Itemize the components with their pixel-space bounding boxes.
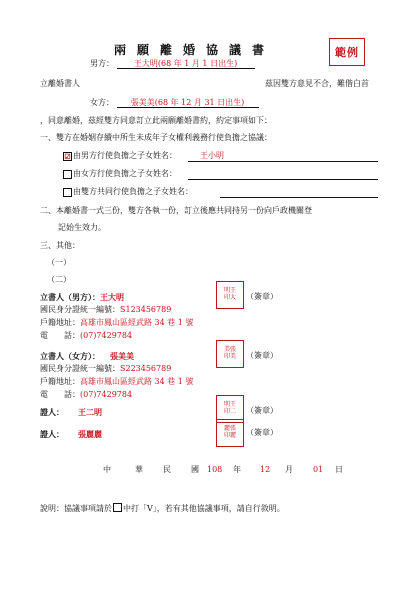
date-month: 12 [260, 465, 271, 474]
male-phone: (07)7429784 [80, 331, 133, 340]
witness-1-row [40, 408, 102, 416]
date-char-4: 國 [191, 465, 199, 474]
male-seal-stamp: 明王 印大 [216, 281, 244, 309]
date-year-unit: 年 [233, 465, 241, 474]
female-phone-row: 電 話：(07)7429784 [40, 390, 133, 399]
male-phone-row: 電 話：(07)7429784 [40, 331, 133, 340]
document-title: 兩願離婚協議書 [114, 43, 276, 57]
other-item-2: （二） [47, 275, 71, 284]
male-name: 王大明(68 年 1 月 1 日出生) [117, 60, 255, 69]
male-sign-label: （簽章） [246, 292, 278, 301]
custody-female-checkbox[interactable] [63, 170, 72, 179]
clause-2-line-1: 二、本離婚書一式三份，雙方各執一份，訂立後應共同持另一份向戶政機關登 [40, 206, 312, 215]
instruction-note: 說明：協議事項請於 中打「V」，若有其他協議事項，請自行敘明。 [40, 504, 285, 513]
custody-male-label: 由男方行使負擔之子女姓名： [73, 151, 177, 160]
custody-male-line [188, 161, 378, 162]
male-signer-name: 王大明 [100, 292, 124, 302]
custody-male-checkbox[interactable]: ☑ [64, 152, 71, 161]
date-month-unit: 月 [285, 465, 293, 474]
female-row [90, 99, 259, 108]
date-year: 108 [207, 465, 223, 474]
female-id-number: S223456789 [120, 364, 172, 373]
witness-2-name: 張麗麗 [78, 429, 102, 439]
witness-2-sign-label: （簽章） [246, 428, 278, 437]
witness-2-label: 證人： [40, 429, 64, 439]
date-char-3: 民 [163, 465, 171, 474]
parties-label: 立離婚書人 [40, 79, 80, 88]
male-id-row: 國民身分證統一編號：S123456789 [40, 305, 172, 314]
female-address: 高雄市鳳山區經武路 34 巷 1 號 [80, 377, 194, 386]
male-address: 高雄市鳳山區經武路 34 巷 1 號 [80, 318, 194, 327]
date-day-unit: 日 [335, 465, 343, 474]
female-sign-label: （簽章） [246, 351, 278, 360]
witness-2-seal-stamp: 麗張 印麗 [216, 419, 244, 447]
witness-1-sign-label: （簽章） [246, 406, 278, 415]
female-id-row: 國民身分證統一編號：S223456789 [40, 364, 172, 373]
witness-1-label: 證人： [40, 407, 64, 417]
male-id-number: S123456789 [120, 305, 172, 314]
reason-text: 茲因雙方意見不合，難偕白首 [265, 79, 369, 88]
sample-badge: 範例 [329, 38, 365, 66]
custody-joint-checkbox[interactable] [63, 188, 72, 197]
clause-1: 一、雙方在婚姻存續中所生未成年子女權利義務行使負擔之協議： [40, 133, 272, 142]
female-label: 女方： [90, 98, 114, 107]
clause-3: 三、其他： [40, 241, 80, 250]
note-checkbox-icon [113, 503, 122, 512]
female-signer-label: 立書人（女方）： [40, 351, 100, 361]
female-addr-row: 戶籍地址：高雄市鳳山區經武路 34 巷 1 號 [40, 377, 194, 386]
custody-female-label: 由女方行使負擔之子女姓名： [73, 169, 177, 178]
date-char-1: 中 [103, 465, 111, 474]
female-name: 張美美(68 年 12 月 31 日出生) [117, 99, 259, 108]
male-row [90, 60, 255, 69]
male-signer-label: 立書人（男方）： [40, 292, 100, 302]
male-signer-row [40, 293, 124, 301]
male-label: 男方： [90, 59, 114, 68]
male-addr-row: 戶籍地址：高雄市鳳山區經武路 34 巷 1 號 [40, 318, 194, 327]
witness-2-row [40, 430, 102, 438]
female-signer-row [40, 352, 134, 360]
custody-joint-line [220, 197, 378, 198]
clause-2-line-2: 記始生效力。 [58, 223, 106, 232]
date-char-2: 華 [135, 465, 143, 474]
witness-1-name: 王二明 [78, 407, 102, 417]
female-signer-name: 張美美 [110, 351, 134, 361]
custody-female-line [188, 179, 378, 180]
custody-male-value: 王小明 [200, 151, 224, 160]
agreement-intro: ，同意離婚，茲經雙方同意訂立此兩願離婚書約，約定事項如下： [40, 116, 272, 125]
date-day: 01 [313, 465, 324, 474]
custody-joint-label: 由雙方共同行使負擔之子女姓名： [73, 187, 193, 196]
other-item-1: （一） [47, 258, 71, 267]
witness-1-seal-stamp: 明王 印二 [216, 395, 244, 423]
female-phone: (07)7429784 [80, 390, 133, 399]
female-seal-stamp: 美張 印美 [216, 340, 244, 368]
